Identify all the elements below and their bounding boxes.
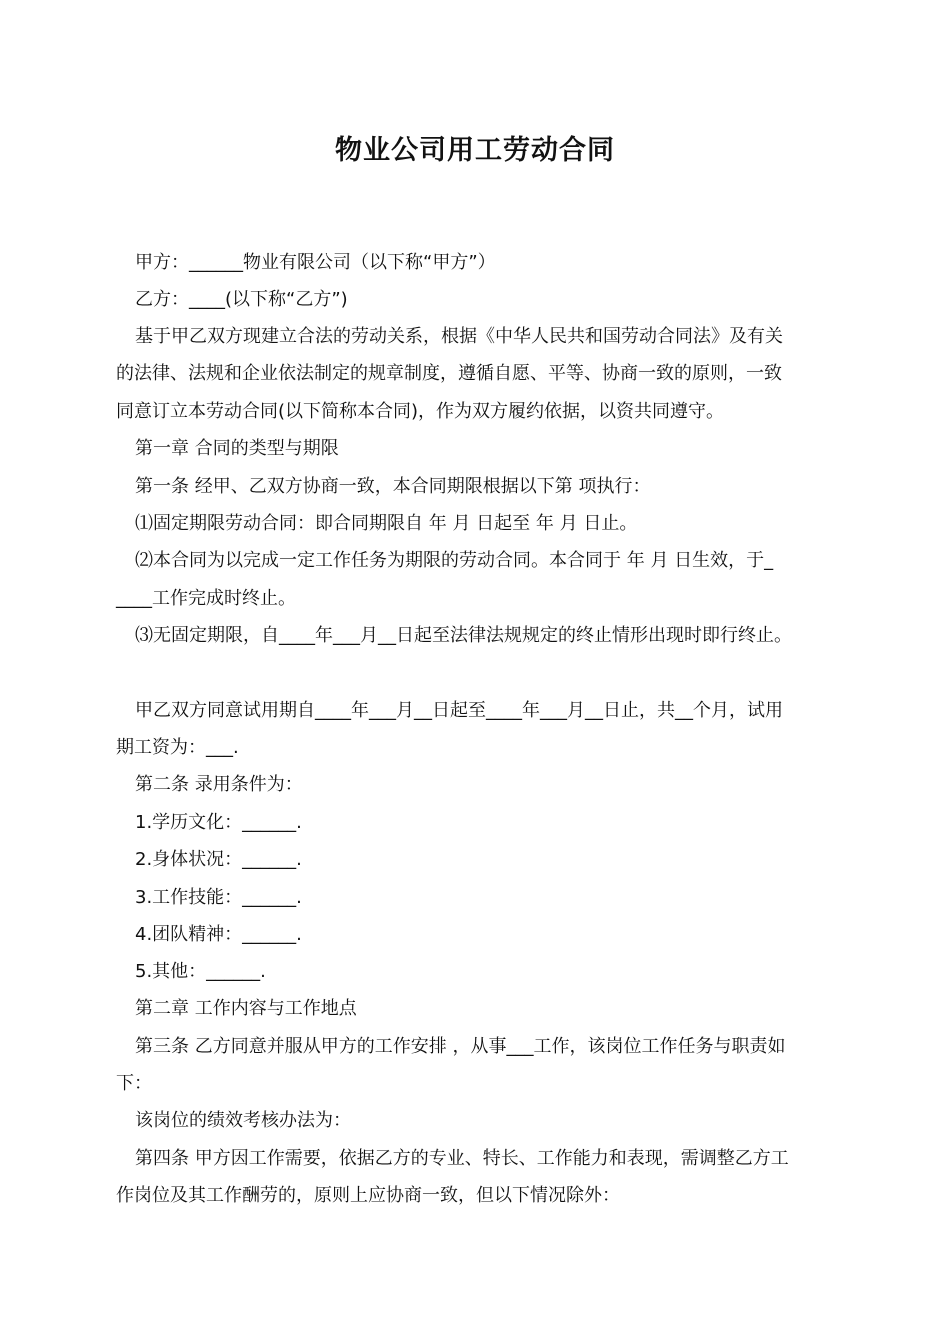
condition-teamwork: 4.团队精神：______. [135,924,302,945]
preamble-line-3: 同意订立本劳动合同(以下简称本合同)，作为双方履约依据，以资共同遵守。 [116,401,725,422]
party-a-line: 甲方：______物业有限公司（以下称“甲方”） [135,252,496,273]
condition-health: 2.身体状况：______. [135,849,302,870]
performance-line: 该岗位的绩效考核办法为： [135,1110,351,1131]
article-1: 第一条 经甲、乙双方协商一致，本合同期限根据以下第 项执行： [135,476,651,497]
condition-skills: 3.工作技能：______. [135,887,302,908]
preamble-line-1: 基于甲乙双方现建立合法的劳动关系，根据《中华人民共和国劳动合同法》及有关 [135,326,783,347]
chapter-2-heading: 第二章 工作内容与工作地点 [135,998,357,1019]
probation-line-2: 期工资为：___. [116,737,239,758]
article-2: 第二条 录用条件为： [135,774,303,795]
party-b-line: 乙方：____(以下称“乙方”) [135,289,348,310]
article-3-line-1: 第三条 乙方同意并服从甲方的工作安排 ，从事___工作，该岗位工作任务与职责如 [135,1036,786,1057]
term-option-1: ⑴固定期限劳动合同：即合同期限自 年 月 日起至 年 月 日止。 [135,513,638,534]
condition-other: 5.其他：______. [135,961,266,982]
condition-education: 1.学历文化：______. [135,812,302,833]
chapter-1-heading: 第一章 合同的类型与期限 [135,438,339,459]
article-4-line-2: 作岗位及其工作酬劳的，原则上应协商一致，但以下情况除外： [116,1185,620,1206]
term-option-2-cont: ____工作完成时终止。 [116,588,296,609]
article-3-line-2: 下： [116,1073,152,1094]
term-option-2: ⑵本合同为以完成一定工作任务为期限的劳动合同。本合同于 年 月 日生效，于_ [135,550,774,571]
document-title: 物业公司用工劳动合同 [335,135,615,166]
term-option-3: ⑶无固定期限，自____年___月__日起至法律法规规定的终止情形出现时即行终止。 [135,625,792,646]
probation-line-1: 甲乙双方同意试用期自____年___月__日起至____年___月__日止，共__个月，试用 [135,700,783,721]
article-4-line-1: 第四条 甲方因工作需要，依据乙方的专业、特长、工作能力和表现，需调整乙方工 [135,1148,789,1169]
preamble-line-2: 的法律、法规和企业依法制定的规章制度，遵循自愿、平等、协商一致的原则，一致 [116,363,782,384]
